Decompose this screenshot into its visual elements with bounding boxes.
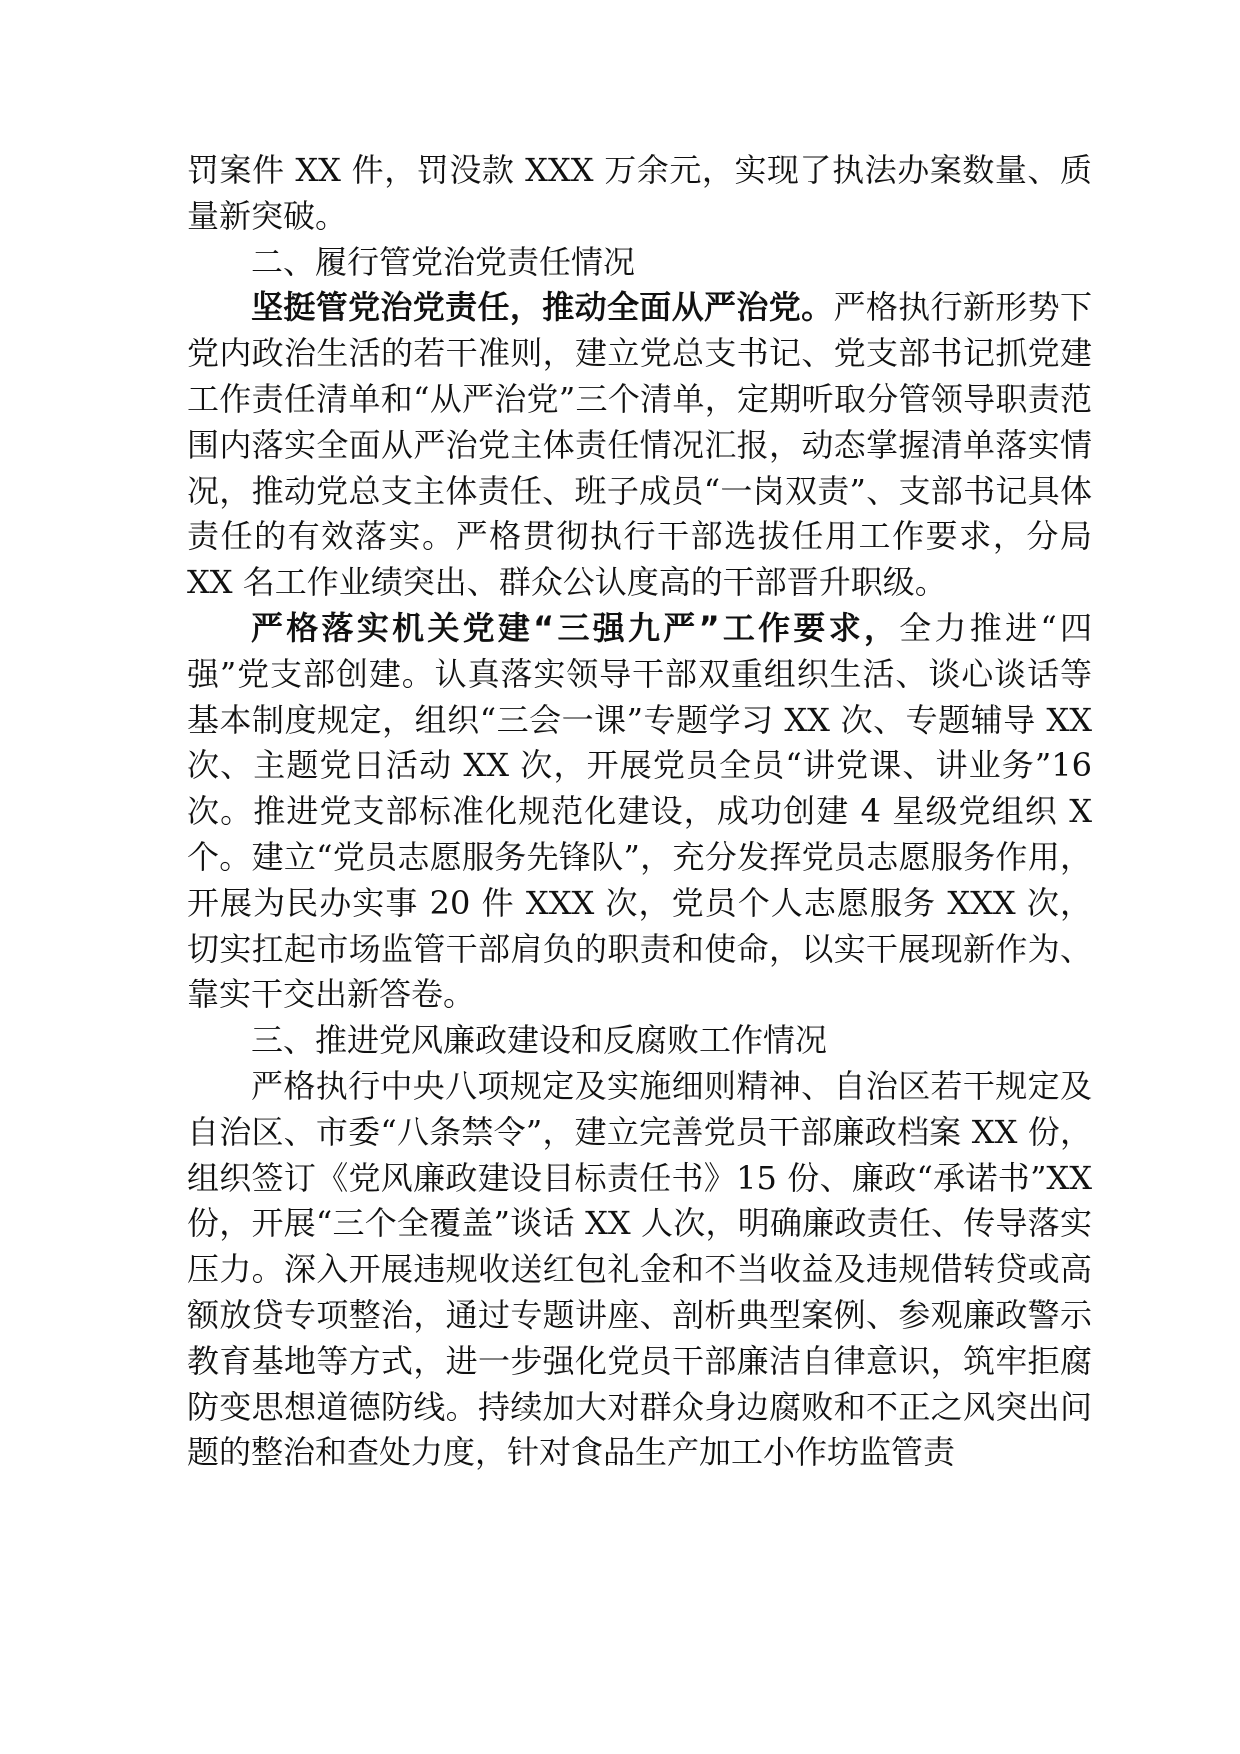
document-body bbox=[187, 148, 1092, 1476]
paragraph-anti-corruption: 严格执行中央八项规定及实施细则精神、自治区若干规定及自治区、市委“八条禁令”，建立完善党员干部廉政档案 XX 份，组织签订《党风廉政建设目标责任书》15 份、廉政“承诺书”XX 份，开展“三个全覆盖”谈话 XX 人次，明确廉政责任、传导落实压力。深入开展违规收送红包礼金和不当收益及违规借转贷或高额放贷专项整治，通过专题讲座、剖析典型案例、参观廉政警示教育基地等方式，进一步强化党员干部廉洁自律意识，筑牢拒腐防变思想道德防线。持续加大对群众身边腐败和不正之风突出问题的整治和查处力度，针对食品生产加工小作坊监管责 bbox=[187, 1066, 1092, 1472]
paragraph-body: 全力推进“四强”党支部创建。认真落实领导干部双重组织生活、谈心谈话等基本制度规定，组织“三会一课”专题学习 XX 次、专题辅导 XX 次、主题党日活动 XX 次，开展党员全员“讲党课、讲业务”16 次。推进党支部标准化规范化建设，成功创建 4 星级党组织 X 个。建立“党员志愿服务先锋队”，充分发挥党员志愿服务作用，开展为民办实事 20 件 XXX 次，党员个人志愿服务 XXX 次，切实扛起市场监管干部肩负的职责和使命，以实干展现新作为、靠实干交出新答卷。 bbox=[187, 608, 1092, 1014]
section-heading-2: 二、履行管党治党责任情况 bbox=[251, 242, 636, 281]
paragraph-party-building bbox=[187, 606, 1092, 1018]
paragraph-lead-bold: 严格落实机关党建“三强九严”工作要求， bbox=[251, 608, 900, 647]
paragraph-party-responsibility bbox=[187, 285, 1092, 606]
section-heading-3: 三、推进党风廉政建设和反腐败工作情况 bbox=[251, 1021, 828, 1060]
continuation-paragraph: 罚案件 XX 件，罚没款 XXX 万余元，实现了执法办案数量、质量新突破。 bbox=[187, 151, 1092, 235]
paragraph-lead-bold: 坚挺管党治党责任，推动全面从严治党。 bbox=[251, 288, 834, 327]
paragraph-body: 严格执行新形势下党内政治生活的若干准则，建立党总支书记、党支部书记抓党建工作责任清单和“从严治党”三个清单，定期听取分管领导职责范围内落实全面从严治党主体责任情况汇报，动态掌握清单落实情况，推动党总支主体责任、班子成员“一岗双责”、支部书记具体责任的有效落实。严格贯彻执行干部选拔任用工作要求，分局 XX 名工作业绩突出、群众公认度高的干部晋升职级。 bbox=[187, 288, 1092, 602]
